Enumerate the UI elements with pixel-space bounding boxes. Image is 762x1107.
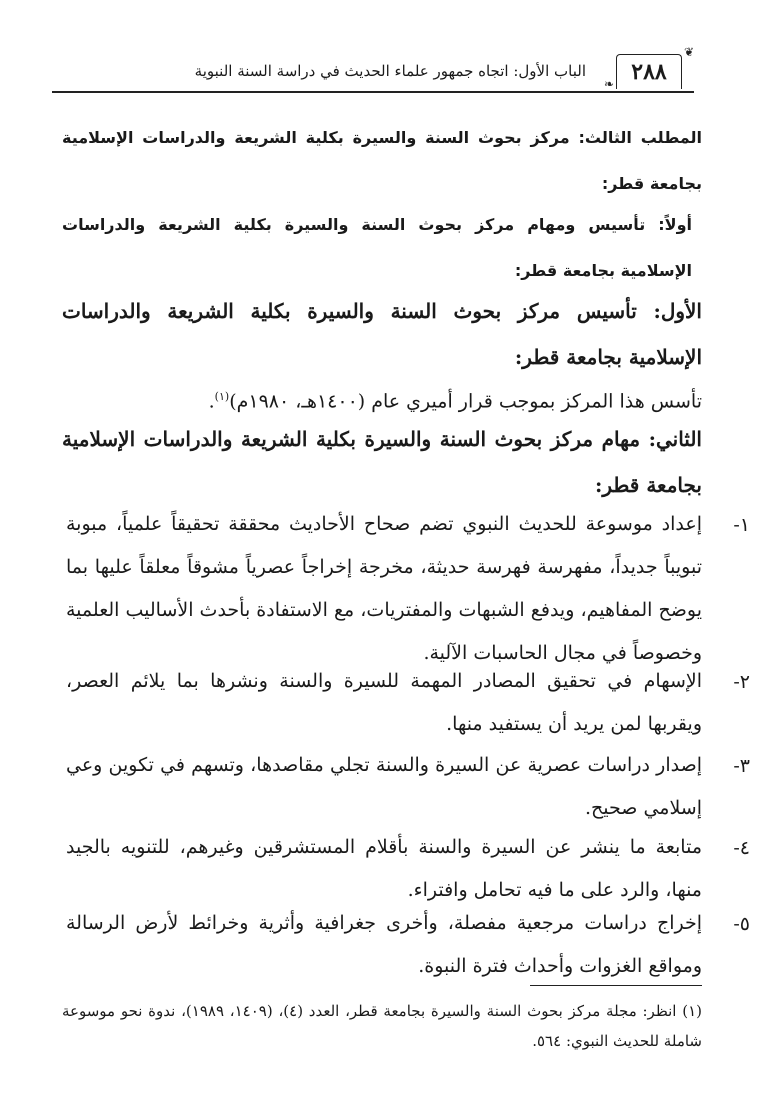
list-number: ٥-	[733, 913, 750, 935]
list-text: متابعة ما ينشر عن السيرة والسنة بأقلام المستشرقين وغيرهم، للتنويه بالجيد منها، والرد على ما فيه تحامل وافتراء.	[66, 836, 702, 901]
list-item	[66, 826, 750, 912]
list-text: إصدار دراسات عصرية عن السيرة والسنة تجلي مقاصدها، وتسهم في تكوين وعي إسلامي صحيح.	[66, 754, 702, 819]
list-text: إعداد موسوعة للحديث النبوي تضم صحاح الأحاديث محققة تحقيقاً علمياً، مبوبة تبويباً جديداً، مفهرسة فهرسة حديثة، مخرجة إخراجاً عصرياً مشوقاً معلقاً عليها بما يوضح المفاهيم، ويدفع الشبهات والمفتريات، مع الاستفادة بأحدث الأساليب العلمية وخصوصاً في مجال الحاسبات الآلية.	[66, 513, 702, 664]
section-heading: المطلب الثالث: مركز بحوث السنة والسيرة بكلية الشريعة والدراسات الإسلامية بجامعة قطر:	[62, 128, 702, 193]
founding-end: .	[208, 390, 215, 413]
footnote-ref[interactable]: (١)	[214, 390, 230, 403]
page-number: ٢٨٨	[616, 54, 682, 89]
second-heading: الثاني: مهام مركز بحوث السنة والسيرة بكلية الشريعة والدراسات الإسلامية بجامعة قطر:	[62, 427, 702, 497]
list-item	[66, 902, 750, 988]
footnote-divider	[530, 985, 702, 986]
list-number: ٤-	[733, 837, 750, 859]
list-text: الإسهام في تحقيق المصادر المهمة للسيرة والسنة ونشرها بما يلائم العصر، ويقربها لمن يريد أن يستفيد منها.	[66, 670, 702, 735]
list-number: ٢-	[733, 671, 750, 693]
list-item	[66, 503, 750, 675]
corner-ornament-icon: ❦	[683, 45, 694, 59]
header-divider	[52, 91, 694, 93]
list-number: ١-	[733, 514, 750, 536]
list-item	[66, 744, 750, 830]
corner-ornament-icon: ❧	[603, 77, 614, 91]
running-title: الباب الأول: اتجاه جمهور علماء الحديث في دراسة السنة النبوية	[194, 62, 586, 80]
list-item	[66, 660, 750, 746]
first-heading: الأول: تأسيس مركز بحوث السنة والسيرة بكلية الشريعة والدراسات الإسلامية بجامعة قطر:	[62, 299, 702, 369]
list-number: ٣-	[733, 755, 750, 777]
founding-text: تأسس هذا المركز بموجب قرار أميري عام (١٤٠٠هـ، ١٩٨٠م)	[229, 390, 702, 413]
footnote: (١) انظر: مجلة مركز بحوث السنة والسيرة بجامعة قطر، العدد (٤)، (١٤٠٩، ١٩٨٩)، ندوة نحو موسوعة شاملة للحديث النبوي: ٥٦٤.	[62, 1002, 702, 1050]
subheading: أولاً: تأسيس ومهام مركز بحوث السنة والسيرة بكلية الشريعة والدراسات الإسلامية بجامعة قطر:	[62, 215, 692, 280]
page-header	[52, 46, 694, 92]
list-text: إخراج دراسات مرجعية مفصلة، وأخرى جغرافية وأثرية وخرائط لأرض الرسالة ومواقع الغزوات وأحداث فترة النبوة.	[66, 912, 702, 977]
